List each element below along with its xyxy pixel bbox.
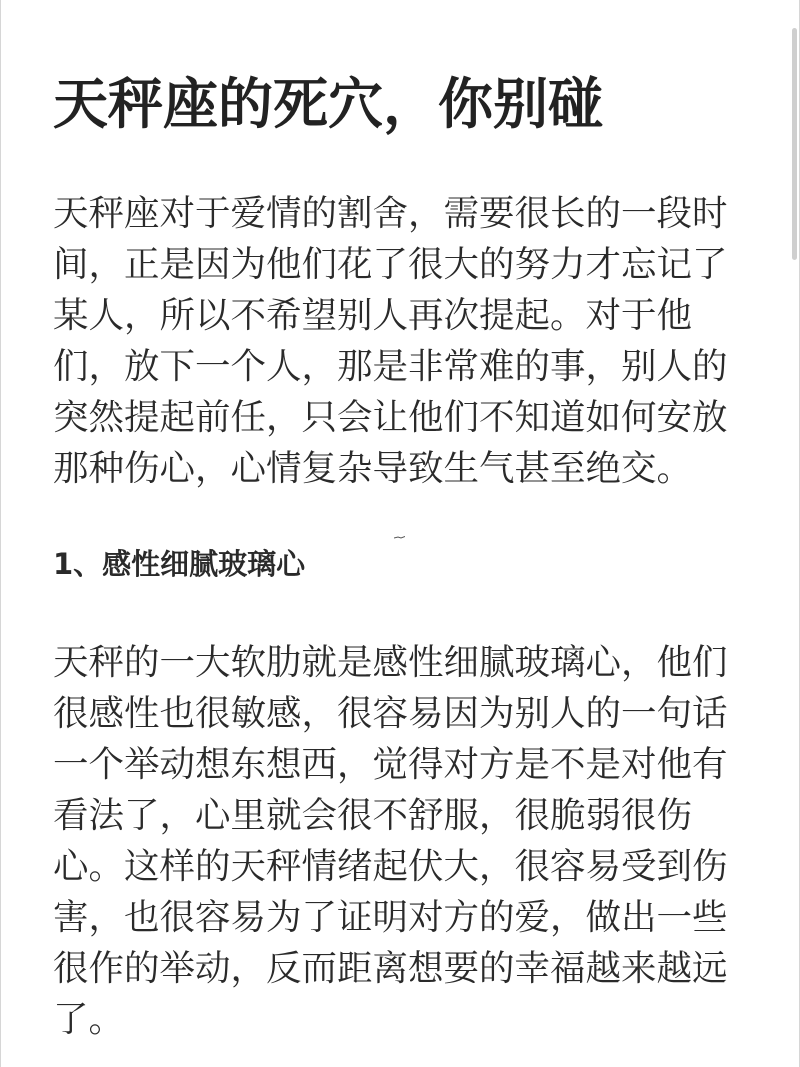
article-title: 天秤座的死穴，你别碰 — [53, 72, 604, 136]
section-paragraph: 天秤的一大软肋就是感性细腻玻璃心，他们很感性也很敏感，很容易因为别人的一句话一个举动想东想西，觉得对方是不是对他有看法了，心里就会很不舒服，很脆弱很伤心。这样的天秤情绪起伏大，很容易受到伤害，也很容易为了证明对方的爱，做出一些很作的举动，反而距离想要的幸福越来越远了。 — [53, 642, 728, 1040]
stray-mark-icon — [394, 536, 405, 540]
section-heading: 1、感性细腻玻璃心 — [53, 547, 306, 581]
intro-paragraph: 天秤座对于爱情的割舍，需要很长的一段时间，正是因为他们花了很大的努力才忘记了某人，所以不希望别人再次提起。对于他们，放下一个人，那是非常难的事，别人的突然提起前任，只会让他们不知道如何安放那种伤心，心情复杂导致生气甚至绝交。 — [53, 193, 728, 489]
scrollbar-thumb[interactable] — [792, 28, 797, 260]
